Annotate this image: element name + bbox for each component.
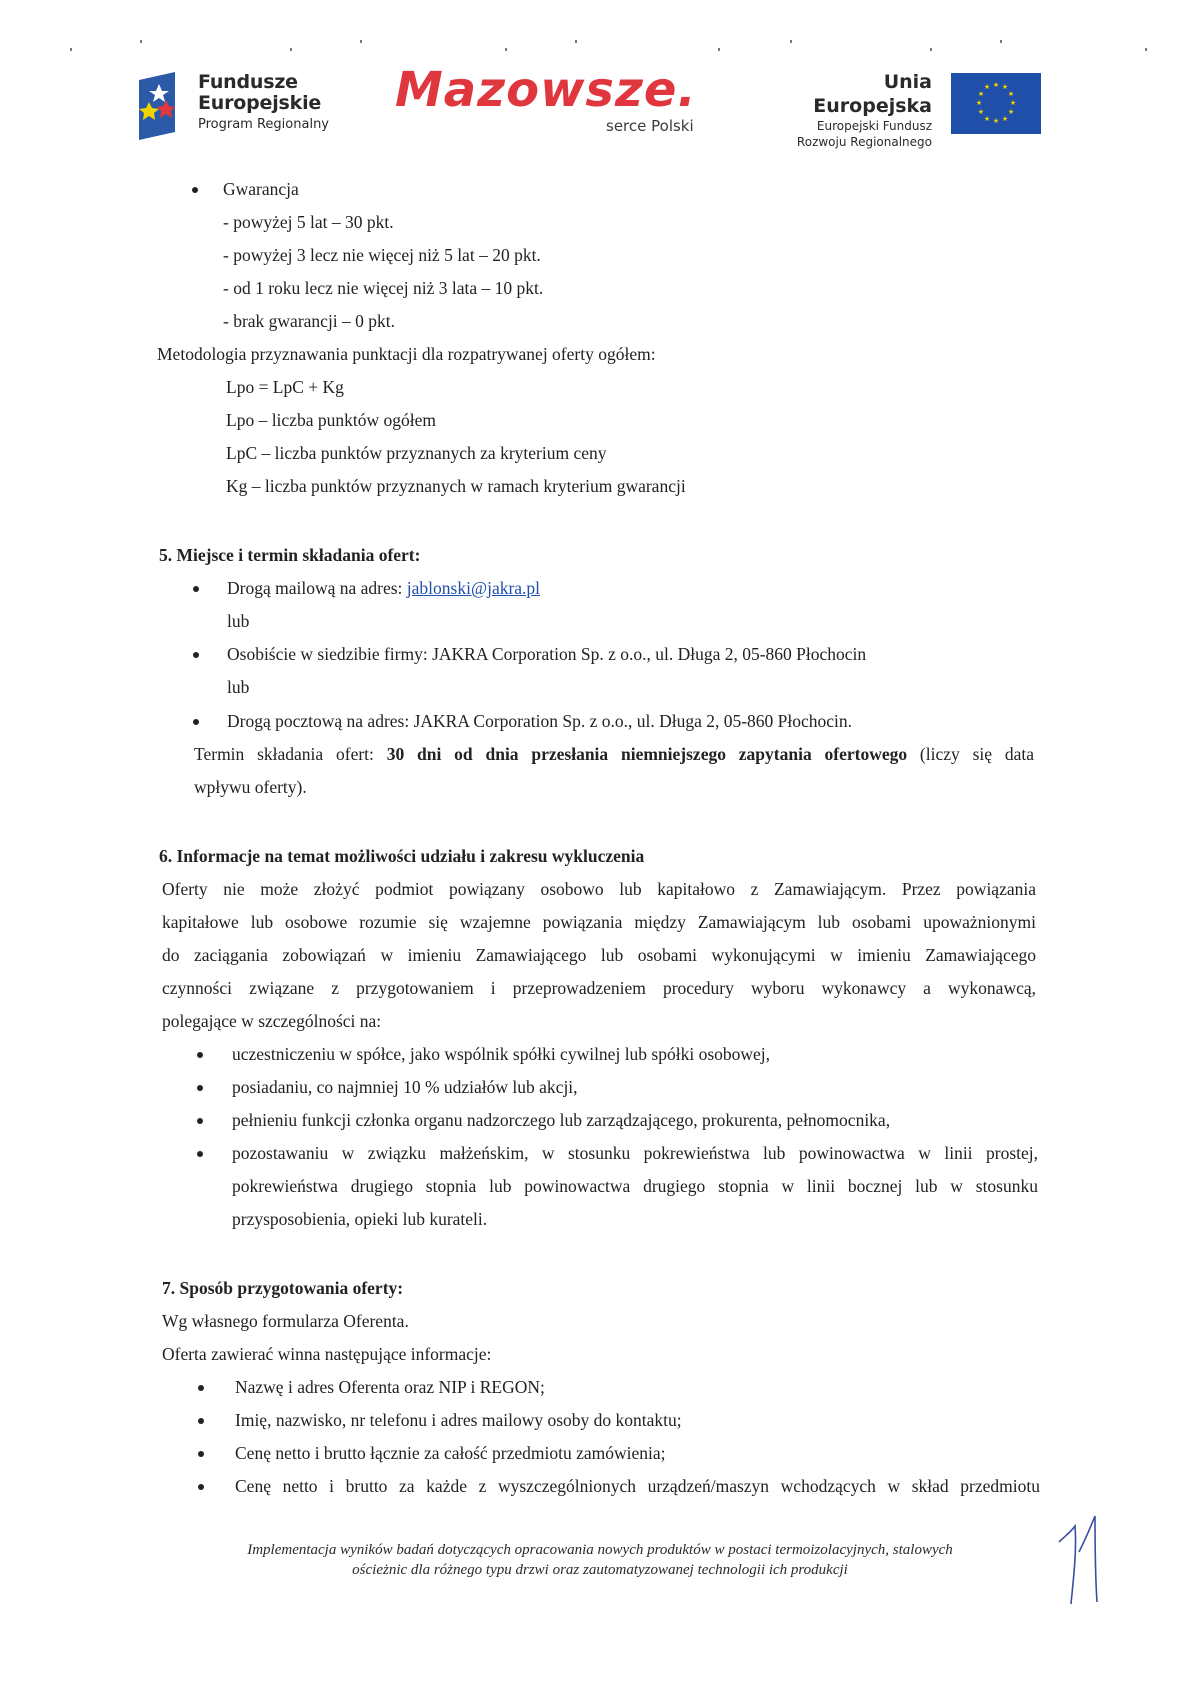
section-6-paragraph-line: Oferty nie może złożyć podmiot powiązany osobowo lub kapitałowo z Zamawiającym. Przez powiązania: [162, 879, 1036, 899]
methodology-definition: Lpo – liczba punktów ogółem: [226, 410, 436, 430]
scan-speck: [930, 48, 932, 51]
svg-text:★: ★: [1009, 99, 1017, 107]
section-6-paragraph-line: do zaciągania zobowiązań w imieniu Zamawiającego lub osobami wykonującymi w imieniu Zamawiającego: [162, 945, 1036, 965]
exclusion-bullet: uczestniczeniu w spółce, jako wspólnik spółki cywilnej lub spółki osobowej,: [232, 1044, 771, 1064]
section-7-line1: Wg własnego formularza Oferenta.: [162, 1311, 409, 1331]
unia-europejska-text: [760, 70, 932, 150]
guarantee-item: - powyżej 5 lat – 30 pkt.: [223, 212, 394, 232]
bullet-icon: [198, 1385, 204, 1391]
svg-text:★: ★: [983, 115, 991, 123]
bullet-icon: [197, 1085, 203, 1091]
scan-speck: [718, 48, 720, 51]
deadline-text: [194, 743, 1034, 765]
methodology-formula: Lpo = LpC + Kg: [226, 377, 344, 397]
bullet-icon: [193, 652, 199, 658]
bullet-icon: [198, 1418, 204, 1424]
guarantee-item: - powyżej 3 lecz nie więcej niż 5 lat – 20 pkt.: [223, 245, 541, 265]
ue-line2: Europejski Fundusz: [816, 119, 932, 133]
bullet-icon: [197, 1052, 203, 1058]
fundusze-europejskie-text: [198, 72, 329, 134]
fe-line2: Europejskie: [198, 92, 322, 114]
exclusion-bullet-cont: przysposobienia, opieki lub kurateli.: [232, 1209, 488, 1229]
section-6-heading: 6. Informacje na temat możliwości udziału i zakresu wykluczenia: [159, 846, 645, 866]
guarantee-item: - od 1 roku lecz nie więcej niż 3 lata – 10 pkt.: [223, 278, 544, 298]
bullet-icon: [197, 1151, 203, 1157]
svg-text:★: ★: [983, 83, 991, 91]
guarantee-item: - brak gwarancji – 0 pkt.: [223, 311, 396, 331]
page-footer: [180, 1540, 1020, 1580]
ue-title: Unia Europejska: [813, 71, 932, 117]
bullet-icon: [193, 586, 199, 592]
methodology-intro: Metodologia przyznawania punktacji dla rozpatrywanej oferty ogółem:: [157, 344, 656, 364]
scan-speck: [1000, 40, 1002, 43]
post-delivery: Drogą pocztową na adres: JAKRA Corporation Sp. z o.o., ul. Długa 2, 05-860 Płochocin.: [227, 711, 853, 731]
fundusze-europejskie-logo-icon: [137, 70, 177, 140]
svg-text:★: ★: [977, 108, 985, 116]
mazowsze-tagline: serce Polski: [606, 117, 694, 135]
methodology-definition: Kg – liczba punktów przyznanych w ramach kryterium gwarancji: [226, 476, 686, 496]
svg-text:★: ★: [977, 90, 985, 98]
exclusion-bullet-cont: pokrewieństwa drugiego stopnia lub powinowactwa drugiego stopnia w linii bocznej lub w stosunku: [232, 1176, 1038, 1196]
section-6-paragraph-line: kapitałowe lub osobowe rozumie się wzajemne powiązania między Zamawiającym lub osobami upoważnionymi: [162, 912, 1036, 932]
bullet-icon: [193, 719, 199, 725]
email-link[interactable]: jablonski@jakra.pl: [406, 578, 541, 598]
personal-delivery: Osobiście w siedzibie firmy: JAKRA Corporation Sp. z o.o., ul. Długa 2, 05-860 Płochocin: [227, 644, 867, 664]
eu-flag-icon: [951, 73, 1041, 134]
scan-speck: [360, 40, 362, 43]
scan-speck: [505, 48, 507, 51]
deadline-bold: 30 dni od dnia przesłania niemniejszego zapytania ofertowego: [386, 744, 908, 764]
or-text: lub: [227, 677, 250, 697]
or-text: lub: [227, 611, 250, 631]
bullet-icon: [192, 187, 198, 193]
section-7-heading: 7. Sposób przygotowania oferty:: [162, 1278, 404, 1298]
guarantee-label: Gwarancja: [223, 179, 299, 199]
deadline-prefix: Termin składania ofert:: [194, 744, 387, 764]
footer-line1: Implementacja wyników badań dotyczących opracowania nowych produktów w postaci termoizolacyjnych, stalowych: [247, 1542, 953, 1558]
deadline-line2: wpływu oferty).: [194, 777, 307, 797]
exclusion-bullet: posiadaniu, co najmniej 10 % udziałów lub akcji,: [232, 1077, 578, 1097]
bullet-icon: [197, 1118, 203, 1124]
svg-text:★: ★: [1007, 90, 1015, 98]
scan-speck: [290, 48, 292, 51]
scan-speck: [790, 40, 792, 43]
mazowsze-wordmark: Mazowsze.: [395, 62, 697, 118]
scan-speck: [70, 48, 72, 51]
fe-line3: Program Regionalny: [198, 117, 329, 132]
scan-speck: [140, 40, 142, 43]
bullet-icon: [198, 1451, 204, 1457]
svg-text:★: ★: [1007, 108, 1015, 116]
bullet-icon: [198, 1484, 204, 1490]
offer-item: Cenę netto i brutto za każde z wyszczególnionych urządzeń/maszyn wchodzących w skład przedmiotu: [235, 1476, 1040, 1496]
svg-text:★: ★: [992, 117, 1000, 125]
deadline-suffix: (liczy się data: [907, 744, 1034, 764]
svg-text:★: ★: [992, 81, 1000, 89]
fe-line1: Fundusze: [198, 71, 298, 93]
section-5-heading: 5. Miejsce i termin składania ofert:: [159, 545, 421, 565]
scan-speck: [1145, 48, 1147, 51]
exclusion-bullet: pozostawaniu w związku małżeńskim, w stosunku pokrewieństwa lub powinowactwa w linii prostej,: [232, 1143, 1038, 1163]
scan-speck: [575, 40, 577, 43]
svg-text:★: ★: [975, 99, 983, 107]
section-7-line2: Oferta zawierać winna następujące informacje:: [162, 1344, 492, 1364]
ue-line3: Rozwoju Regionalnego: [796, 135, 932, 149]
header-logos: [0, 62, 1191, 149]
email-prefix: Drogą mailową na adres:: [227, 578, 407, 598]
section-6-paragraph-line: polegające w szczególności na:: [162, 1011, 382, 1031]
methodology-definition: LpC – liczba punktów przyznanych za kryterium ceny: [226, 443, 607, 463]
offer-item: Imię, nazwisko, nr telefonu i adres mailowy osoby do kontaktu;: [235, 1410, 682, 1430]
offer-item: Nazwę i adres Oferenta oraz NIP i REGON;: [235, 1377, 545, 1397]
svg-text:★: ★: [1001, 83, 1009, 91]
offer-item: Cenę netto i brutto łącznie za całość przedmiotu zamówienia;: [235, 1443, 666, 1463]
svg-text:★: ★: [1001, 115, 1009, 123]
footer-line2: ościeżnic dla różnego typu drzwi oraz zautomatyzowanej technologii ich produkcji: [352, 1562, 848, 1578]
exclusion-bullet: pełnieniu funkcji członka organu nadzorczego lub zarządzającego, prokurenta, pełnomocnika,: [232, 1110, 891, 1130]
handwritten-page-number-icon: [1055, 1512, 1105, 1607]
mazowsze-logo: [395, 62, 715, 142]
section-6-paragraph-line: czynności związane z przygotowaniem i przeprowadzeniem procedury wyboru wykonawcy a wykonawcą,: [162, 978, 1036, 998]
email-line: [227, 577, 540, 599]
